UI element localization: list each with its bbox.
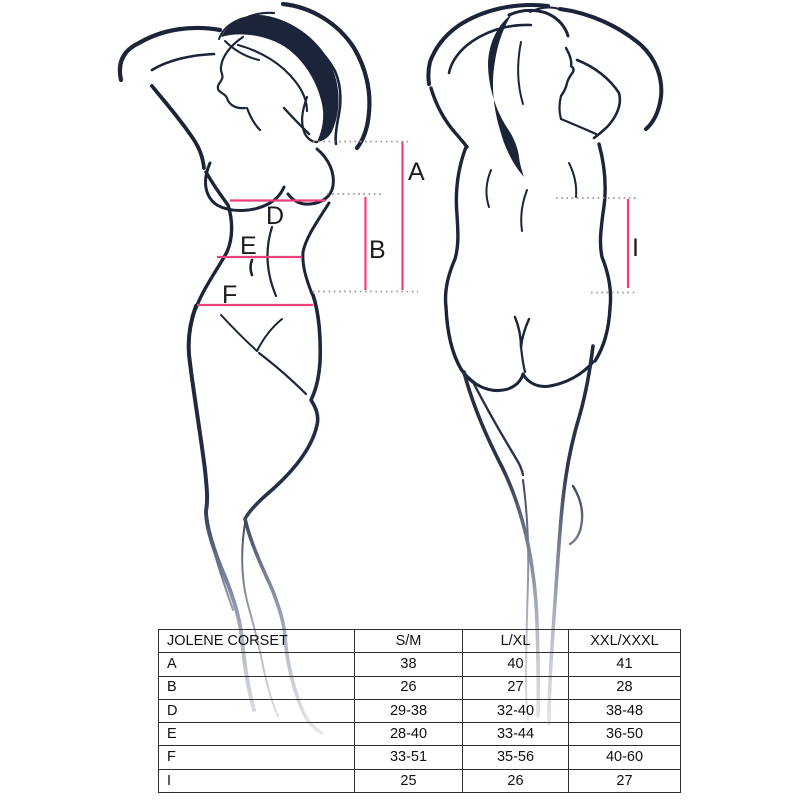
front-head [218, 15, 339, 142]
back-hair [488, 14, 524, 177]
col-header-xxlxxxl: XXL/XXXL [569, 630, 681, 653]
back-face-profile [561, 48, 574, 96]
back-head [488, 10, 596, 177]
back-buttocks [470, 374, 523, 391]
size-table [158, 629, 681, 793]
back-view-figure [428, 5, 661, 724]
front-navel [251, 260, 253, 275]
size-cell: 35-56 [463, 746, 569, 769]
size-table-row-D [159, 699, 681, 722]
front-view-figure [120, 4, 370, 733]
size-cell: 38 [355, 653, 463, 676]
row-label: D [159, 699, 355, 722]
size-cell: 27 [463, 676, 569, 699]
size-cell: 26 [355, 676, 463, 699]
row-label: B [159, 676, 355, 699]
size-cell: 38-48 [569, 699, 681, 722]
back-spine [521, 190, 527, 231]
size-cell: 25 [355, 769, 463, 792]
size-cell: 26 [463, 769, 569, 792]
measurement-overlay-back [556, 198, 639, 293]
measure-label-D: D [266, 202, 285, 230]
size-cell: 29-38 [355, 699, 463, 722]
measure-label-E: E [240, 232, 257, 260]
col-header-lxl: L/XL [463, 630, 569, 653]
row-label: A [159, 653, 355, 676]
size-cell: 28-40 [355, 723, 463, 746]
size-cell: 32-40 [463, 699, 569, 722]
size-table-row-I [159, 769, 681, 792]
size-cell: 33-44 [463, 723, 569, 746]
front-hair [221, 15, 339, 142]
front-breast-right [288, 149, 333, 204]
size-cell: 33-51 [355, 746, 463, 769]
product-name-cell: JOLENE CORSET [159, 630, 355, 653]
row-label: I [159, 769, 355, 792]
col-header-sm: S/M [355, 630, 463, 653]
measure-label-B: B [369, 236, 386, 264]
front-torso [196, 149, 333, 394]
size-table-row-E [159, 723, 681, 746]
size-cell: 27 [569, 769, 681, 792]
back-arms [428, 5, 661, 147]
size-cell: 40 [463, 653, 569, 676]
size-table-row-A [159, 653, 681, 676]
measure-label-A: A [408, 158, 425, 186]
size-table-row-F [159, 746, 681, 769]
measure-label-I: I [632, 234, 639, 262]
size-table-row-B [159, 676, 681, 699]
size-cell: 28 [569, 676, 681, 699]
size-cell: 41 [569, 653, 681, 676]
row-label: F [159, 746, 355, 769]
size-cell: 36-50 [569, 723, 681, 746]
measure-label-F: F [222, 281, 238, 309]
size-cell: 40-60 [569, 746, 681, 769]
size-table-header-row [159, 630, 681, 653]
row-label: E [159, 723, 355, 746]
back-torso [445, 144, 610, 391]
